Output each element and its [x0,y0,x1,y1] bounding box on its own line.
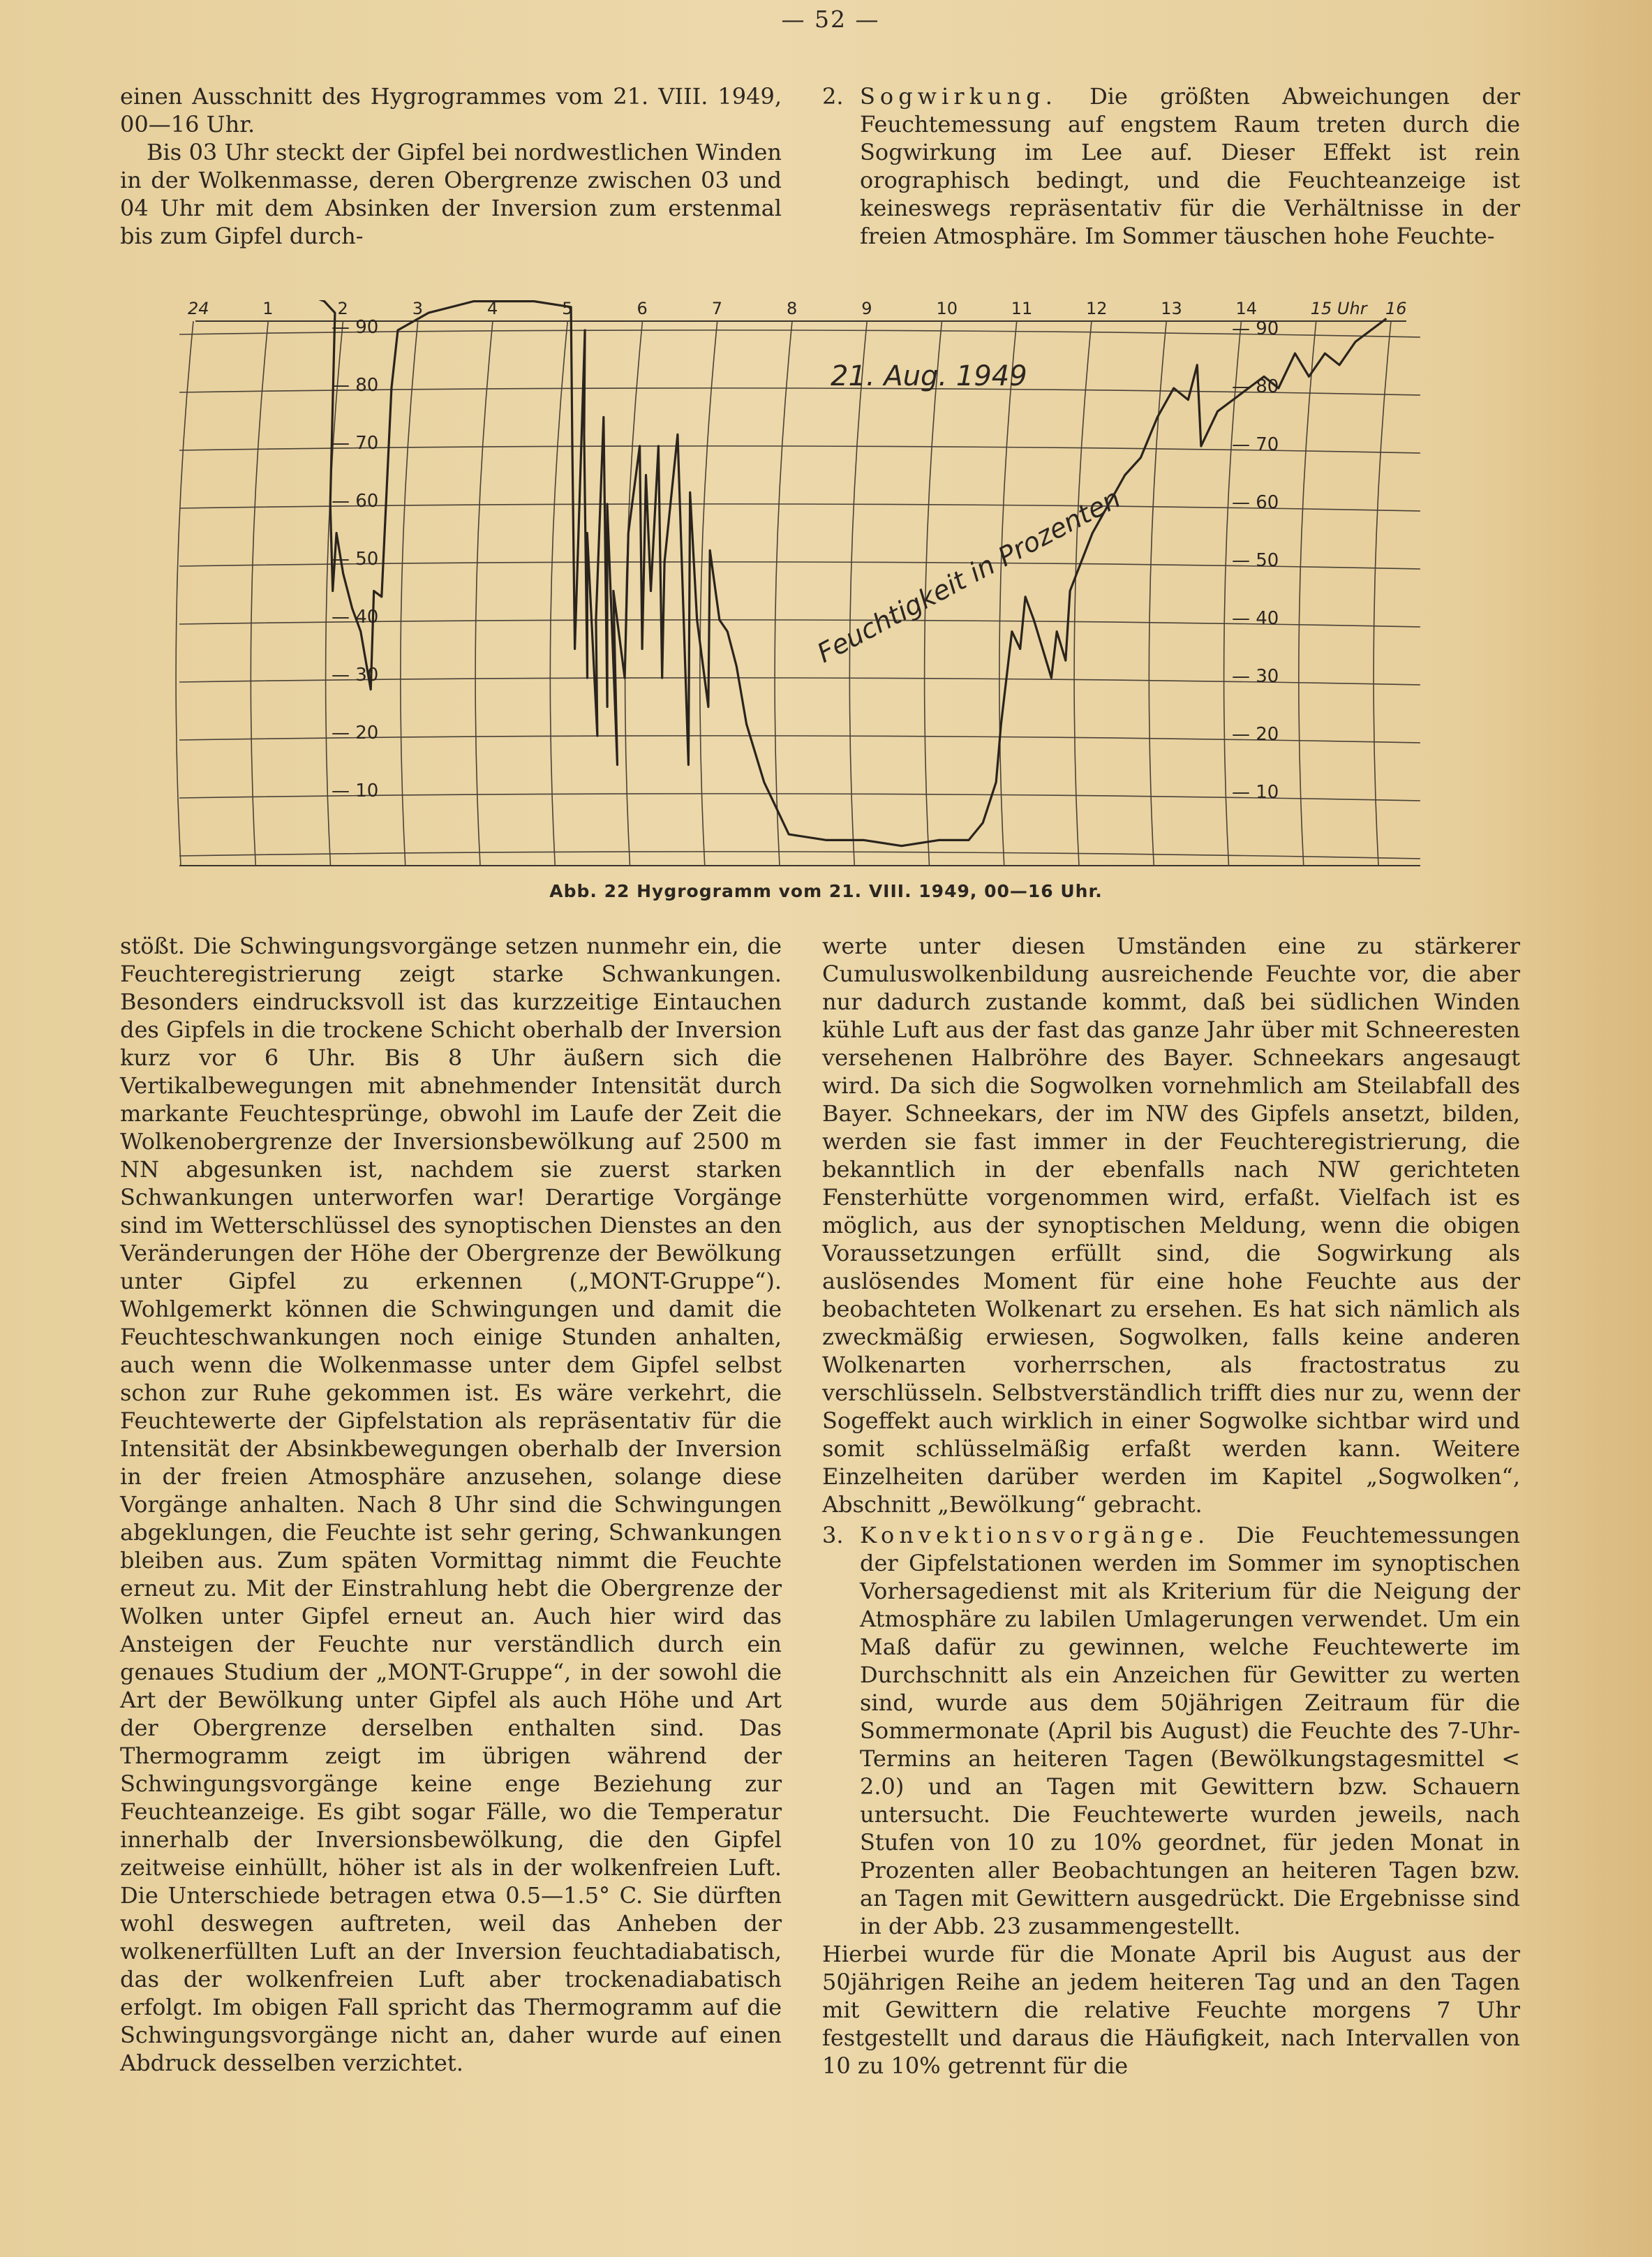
right-scale-label: — 70 [1232,434,1279,455]
hour-label: 11 [1011,300,1033,318]
right-scale-label: — 40 [1232,608,1279,629]
page-number: — 52 — [781,6,880,33]
paragraph: einen Ausschnitt des Hygrogrammes vom 21. VIII. 1949, 00—16 Uhr. [120,83,782,138]
hour-label: 24 [188,300,209,318]
hour-label: 5 [562,300,573,318]
date-label: 21. Aug. 1949 [831,360,1027,392]
right-scale-label: — 80 [1232,376,1279,397]
hour-label: 9 [861,300,872,318]
top-left-column [120,82,782,250]
left-scale-label: — 60 [332,491,379,512]
hour-label: 7 [711,300,723,318]
right-scale [1232,318,1279,803]
bottom-left-column [120,932,782,2077]
item-number: 3. [822,1522,844,1548]
hour-line [550,321,567,866]
hour-label: 12 [1086,300,1108,318]
item-term: Konvektionsvorgänge. [860,1522,1210,1548]
left-scale-label: — 70 [332,433,379,454]
hour-line [1374,321,1391,866]
hour-label: 2 [337,300,348,318]
enumerated-item-2 [822,82,1520,250]
hour-line [475,321,493,866]
axis-label: Feuchtigkeit in Prozenten [812,482,1126,669]
hour-label: 8 [787,300,798,318]
hour-label: 15 Uhr [1310,300,1367,318]
right-scale-label: — 60 [1232,492,1279,513]
bottom-right-column [822,932,1520,2080]
hour-label: 4 [487,300,498,318]
hour-label: 14 [1235,300,1258,318]
top-right-column [822,82,1520,250]
left-scale-label: — 90 [332,317,379,338]
paragraph: Bis 03 Uhr steckt der Gipfel bei nordwestlichen Winden in der Wolkenmasse, deren Obergrenze zwischen 03 und 04 Uhr mit dem Absinken der Inversion zum erstenmal bis zum Gipfel durch- [120,139,782,249]
paragraph: werte unter diesen Umständen eine zu stärkerer Cumuluswolkenbildung ausreichende Feuchte vor, die aber nur dadurch zustande kommt, daß bei südlichen Winden kühle Luft aus der fast das ganze Jahr über mit Schneeresten versehenen Halbröhre des Bayer. Schneekars angesaugt wird. Da sich die Sogwolken vornehmlich am Steilabfall des Bayer. Schneekars, der im NW des Gipfels ansetzt, bilden, werden sie fast immer in der Feuchteregistrierung, die bekanntlich in der ebenfalls nach NW gerichteten Fensterhütte vorgenommen wird, erfaßt. Vielfach ist es möglich, aus der synoptischen Meldung, wenn die obigen Voraussetzungen erfüllt sind, die Sogwirkung als auslösendes Moment für eine hohe Feuchte aus der beobachteten Wolkenart zu ersehen. Es hat sich nämlich als zweckmäßig erwiesen, Sogwolken, falls keine anderen Wolkenarten vorherrschen, als fractostratus zu verschlüsseln. Selbstverständlich trifft dies nur zu, wenn der Sogeffekt auch wirklich in einer Sogwolke sichtbar wird und somit schlüsselmäßig erfaßt werden kann. Weitere Einzelheiten darüber werden im Kapitel „Sogwolken“, Abschnitt „Bewölkung“ gebracht. [822,933,1520,1518]
left-scale-label: — 40 [332,607,379,628]
hour-line [849,321,867,866]
paragraph: Hierbei wurde für die Monate April bis August aus der 50jährigen Reihe an jedem heiteren Tag und an den Tagen mit Gewittern die relative Feuchte morgens 7 Uhr festgestellt und daraus die Häufigkeit, nach Intervallen von 10 zu 10% getrennt für die [822,1941,1520,2079]
hour-line [1074,321,1092,866]
hour-line [176,321,193,866]
left-scale-label: — 80 [332,375,379,396]
hour-labels [188,300,1407,318]
paragraph: stößt. Die Schwingungsvorgänge setzen nunmehr ein, die Feuchteregistrierung zeigt starke Schwankungen. Besonders eindrucksvoll ist das kurzzeitige Eintauchen des Gipfels in die trockene Schicht oberhalb der Inversion kurz vor 6 Uhr. Bis 8 Uhr äußern sich die Vertikalbewegungen mit abnehmender Intensität durch markante Feuchtesprünge, obwohl im Laufe der Zeit die Wolkenobergrenze der Inversionsbewölkung auf 2500 m NN abgesunken ist, nachdem sie zuerst starken Schwankungen unterworfen war! Derartige Vorgänge sind im Wetterschlüssel des synoptischen Dienstes an den Veränderungen der Höhe der Obergrenze der Bewölkung unter Gipfel zu erkennen („MONT-Gruppe“). Wohlgemerkt können die Schwingungen und damit die Feuchteschwankungen noch einige Stunden anhalten, auch wenn die Wolkenmasse unter dem Gipfel selbst schon zur Ruhe gekommen ist. Es wäre verkehrt, die Feuchtewerte der Gipfelstation als repräsentativ für die Intensität der Absinkbewegungen oberhalb der Inversion in der freien Atmosphäre anzusehen, solange diese Vorgänge anhalten. Nach 8 Uhr sind die Schwingungen abgeklungen, die Feuchte ist sehr gering, Schwankungen bleiben aus. Zum späten Vormittag nimmt die Feuchte erneut zu. Mit der Einstrahlung hebt die Obergrenze der Wolken unter Gipfel erneut an. Auch hier wird das Ansteigen der Feuchte nur verständlich durch ein genaues Studium der „MONT-Gruppe“, in der sowohl die Art der Bewölkung unter Gipfel als auch Höhe und Art der Obergrenze derselben enthalten sind. Das Thermogramm zeigt im übrigen während der Schwingungsvorgänge keine enge Beziehung zur Feuchteanzeige. Es gibt sogar Fälle, wo die Temperatur innerhalb der Inversionsbewölkung, die den Gipfel zeitweise einhüllt, höher ist als in der wolkenfreien Luft. Die Unterschiede betragen etwa 0.5—1.5° C. Sie dürften wohl deswegen auftreten, weil das Anheben der wolkenerfüllten Luft an der Inversion feuchtadiabatisch, das der wolkenfreien Luft aber trockenadiabatisch erfolgt. Im obigen Fall spricht das Thermogramm auf die Schwingungsvorgänge nicht an, daher wurde auf einen Abdruck desselben verzichtet. [120,933,782,2076]
left-scale-label: — 20 [332,723,379,743]
left-scale [332,317,378,801]
hour-line [999,321,1017,866]
hour-label: 13 [1161,300,1182,318]
hour-line [1299,321,1316,866]
hour-line [401,321,418,866]
hour-label: 1 [262,300,274,318]
item-number: 2. [822,83,844,110]
left-scale-label: — 50 [332,549,379,570]
enumerated-item-3 [822,1521,1520,1940]
humidity-gridline [179,852,1420,859]
left-scale-label: — 10 [332,780,379,801]
hour-line [251,321,268,866]
hour-line [775,321,792,866]
item-text: Die größten Abweichungen der Feuchtemessung auf engstem Raum treten durch die Sogwirkung im Lee auf. Dieser Effekt ist rein orographisch bedingt, und die Feuchteanzeige ist keineswegs repräsentativ für die Verhältnisse in der freien Atmosphäre. Im Sommer täuschen hohe Feuchte- [860,83,1520,249]
hour-label: 6 [637,300,648,318]
item-text: Die Feuchtemessungen der Gipfelstationen werden im Sommer im synoptischen Vorhersagedienst mit als Kriterium für die Neigung der Atmosphäre zu labilen Umlagerungen verwendet. Um ein Maß dafür zu gewinnen, welche Feuchtewerte im Durchschnitt als ein Anzeichen für Gewitter zu werten sind, wurde aus dem 50jährigen Zeitraum für die Sommermonate (April bis August) die Feuchte des 7-Uhr-Termins an heiteren Tagen (Bewölkungstagesmittel < 2.0) und an Tagen mit Gewittern bzw. Schauern untersucht. Die Feuchtewerte wurden jeweils, nach Stufen von 10 zu 10% geordnet, für jeden Monat in Prozenten aller Beobachtungen an heiteren Tagen bzw. an Tagen mit Gewittern ausgedrückt. Die Ergebnisse sind in der Abb. 23 zusammengestellt. [860,1522,1520,1939]
hour-label: 3 [412,300,424,318]
item-term: Sogwirkung. [860,83,1057,110]
hour-label: 16 [1385,300,1407,318]
right-scale-label: — 90 [1232,318,1279,339]
left-scale-label: — 30 [332,665,379,686]
right-scale-label: — 30 [1232,666,1279,687]
hour-line [1149,321,1166,866]
right-scale-label: — 50 [1232,550,1279,571]
figure-caption: Abb. 22 Hygrogramm vom 21. VIII. 1949, 00—16 Uhr. [549,881,1103,901]
right-scale-label: — 10 [1232,782,1279,803]
hour-label: 10 [936,300,958,318]
right-scale-label: — 20 [1232,724,1279,745]
hygrogram-figure [164,300,1434,880]
